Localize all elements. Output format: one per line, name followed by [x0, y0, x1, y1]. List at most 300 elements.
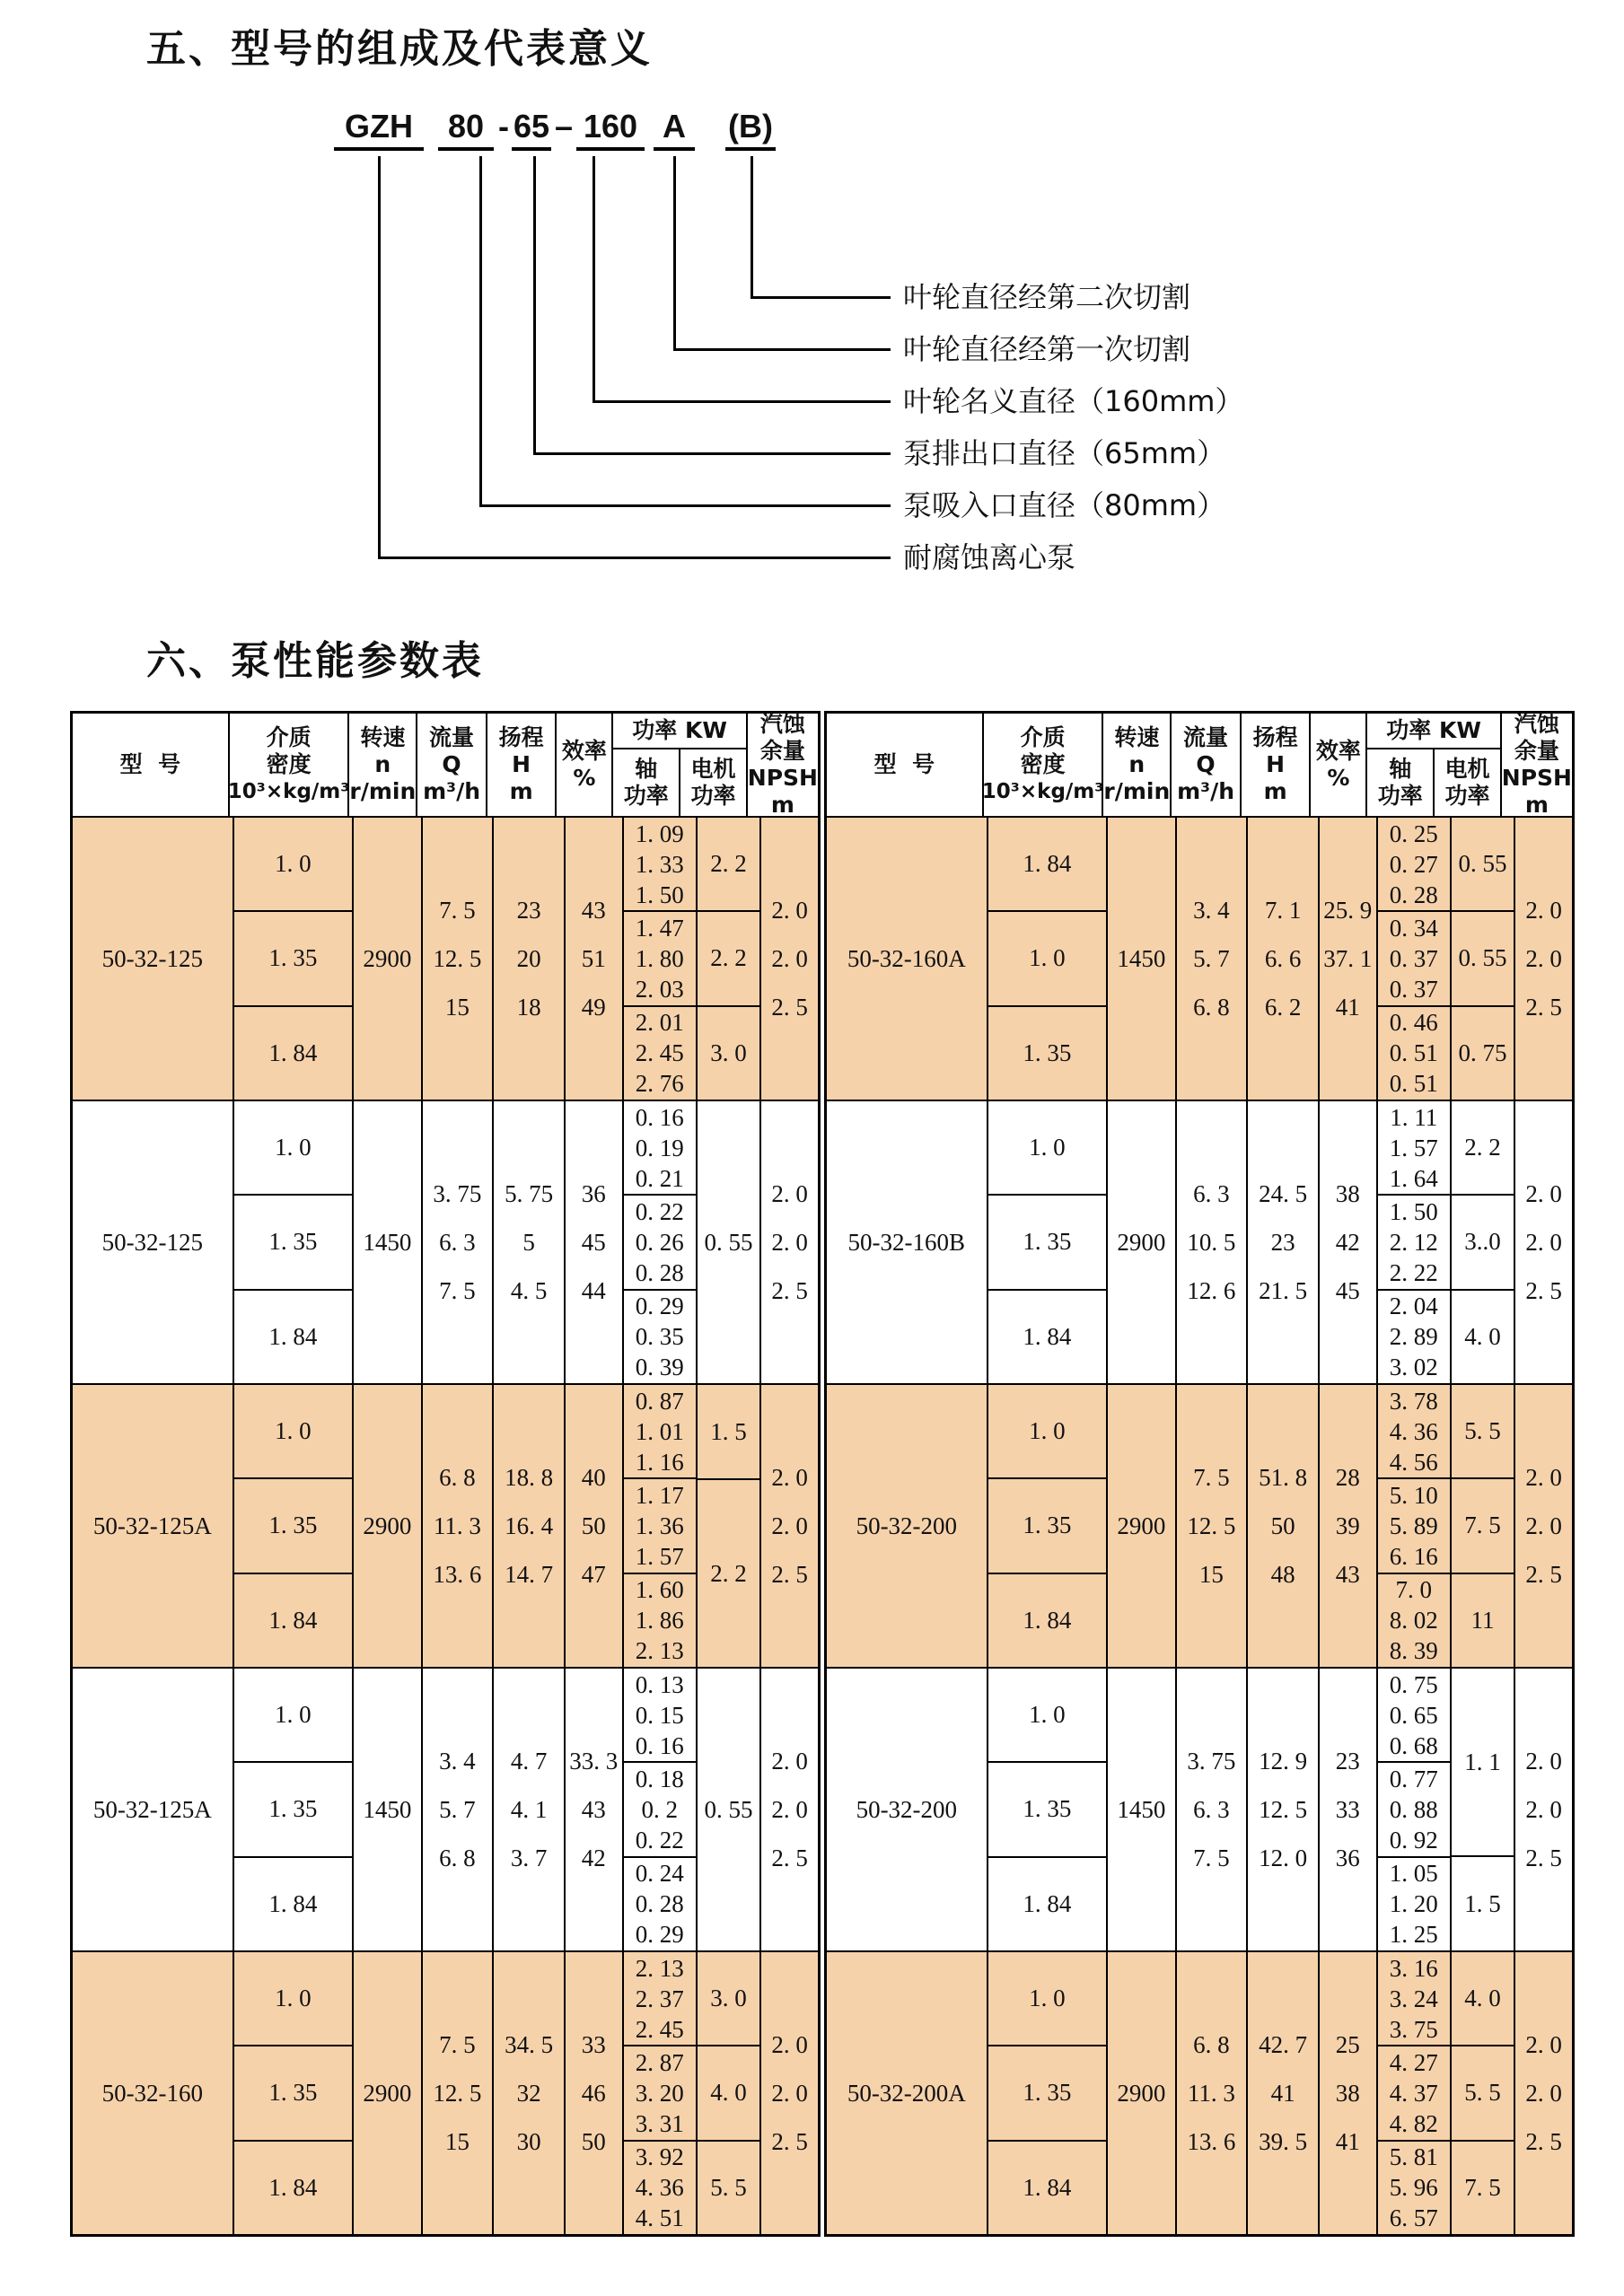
npsh-cell — [759, 1385, 818, 1667]
shaft-power-cell — [1376, 1101, 1450, 1383]
shaft-power-value: 3. 78 — [1389, 1387, 1438, 1415]
speed-cell — [1106, 1669, 1174, 1950]
col-header-shaft-power — [1367, 749, 1433, 816]
shaft-power-group — [1378, 1761, 1450, 1855]
npsh-value: 2. 0 — [1525, 2080, 1562, 2107]
col-header-density — [982, 714, 1102, 816]
motor-power-value: 11 — [1452, 1573, 1514, 1667]
shaft-power-value: 0. 25 — [1389, 819, 1438, 847]
npsh-value: 2. 0 — [1525, 2031, 1562, 2058]
col-header-npsh — [1500, 711, 1572, 818]
flow-value: 15 — [444, 2128, 470, 2155]
npsh-cell — [759, 1952, 818, 2234]
header-text: H — [512, 751, 531, 777]
motor-power-value: 5. 5 — [1452, 2045, 1514, 2139]
shaft-power-value: 0. 28 — [635, 1258, 684, 1286]
motor-power-cell — [1450, 1101, 1514, 1383]
shaft-power-value: 2. 45 — [635, 1039, 684, 1067]
shaft-power-value: 4. 82 — [1389, 2109, 1438, 2137]
density-value: 1. 84 — [234, 1005, 353, 1100]
density-cell — [987, 818, 1107, 1100]
shaft-power-value: 2. 37 — [635, 1985, 684, 2012]
efficiency-cell — [564, 1952, 622, 2234]
model-value: 50-32-125A — [92, 1512, 212, 1539]
motor-power-value: 7. 5 — [1452, 2140, 1514, 2234]
shaft-power-value: 0. 18 — [635, 1765, 684, 1792]
shaft-power-cell — [1376, 1385, 1450, 1667]
shaft-power-value: 3. 75 — [1389, 2015, 1438, 2043]
model-cell — [73, 1101, 233, 1383]
shaft-power-group — [624, 2140, 696, 2234]
model-value: 50-32-200 — [856, 1512, 958, 1539]
header-text: 功率 — [623, 783, 669, 809]
motor-power-value: 0. 75 — [1452, 1005, 1514, 1100]
efficiency-cell — [564, 818, 622, 1100]
speed-value: 2900 — [1117, 1512, 1166, 1539]
efficiency-value: 42 — [581, 1845, 606, 1871]
head-value: 32 — [516, 2080, 541, 2107]
callout-connector-line — [533, 156, 536, 455]
efficiency-cell — [1318, 818, 1376, 1100]
header-text: 余量 — [1514, 738, 1559, 764]
npsh-value: 2. 5 — [1525, 994, 1562, 1021]
col-header-speed — [347, 714, 416, 816]
speed-cell — [1106, 818, 1174, 1100]
model-code-part: 65 — [512, 106, 551, 151]
shaft-power-value: 1. 25 — [1389, 1921, 1438, 1949]
flow-value: 13. 6 — [433, 1561, 482, 1588]
density-value: 1. 35 — [234, 2045, 353, 2139]
shaft-power-group — [1378, 1669, 1450, 1761]
header-text: % — [1327, 765, 1350, 791]
flow-value: 3. 75 — [433, 1180, 482, 1207]
callout-connector-line — [479, 156, 482, 507]
col-header-head — [486, 714, 556, 816]
head-cell — [1246, 1385, 1318, 1667]
shaft-power-value: 1. 01 — [635, 1417, 684, 1445]
shaft-power-value: 0. 51 — [1389, 1039, 1438, 1067]
shaft-power-value: 8. 02 — [1389, 1607, 1438, 1634]
motor-power-value: 3. 0 — [698, 1005, 759, 1100]
head-value: 5 — [522, 1229, 535, 1256]
shaft-power-cell — [1376, 818, 1450, 1100]
shaft-power-group — [624, 1194, 696, 1288]
header-text: 效率 — [1315, 738, 1361, 764]
header-text: 型 号 — [873, 751, 935, 777]
speed-value: 1450 — [1117, 944, 1166, 972]
header-text: m³/h — [423, 778, 481, 804]
speed-value: 2900 — [1117, 1228, 1166, 1256]
header-text: 扬程 — [1252, 724, 1298, 750]
density-value: 1. 84 — [988, 1289, 1107, 1383]
shaft-power-value: 0. 77 — [1389, 1765, 1438, 1792]
callout-connector-line — [378, 556, 891, 559]
efficiency-value: 49 — [581, 994, 606, 1021]
head-value: 6. 2 — [1264, 994, 1302, 1021]
model-cell — [827, 818, 987, 1100]
npsh-cell — [1514, 1385, 1572, 1667]
head-cell — [1246, 1952, 1318, 2234]
motor-power-value: 0. 55 — [1452, 910, 1514, 1004]
head-cell — [492, 818, 564, 1100]
flow-value: 6. 3 — [1193, 1796, 1230, 1823]
shaft-power-group — [624, 1761, 696, 1855]
table-left-half — [70, 711, 821, 2237]
density-value: 1. 35 — [988, 1761, 1107, 1855]
npsh-value: 2. 0 — [1525, 945, 1562, 972]
density-cell — [987, 1385, 1107, 1667]
npsh-cell — [1514, 1669, 1572, 1950]
npsh-value: 2. 0 — [1525, 1180, 1562, 1207]
callout-connector-line — [593, 156, 595, 403]
efficiency-value: 46 — [581, 2080, 606, 2107]
flow-cell — [421, 818, 493, 1100]
flow-value: 12. 6 — [1187, 1277, 1236, 1304]
header-text: r/min — [1103, 778, 1171, 804]
power-subheader-row — [613, 749, 745, 816]
shaft-power-value: 0. 28 — [635, 1890, 684, 1918]
efficiency-value: 28 — [1335, 1464, 1360, 1491]
head-value: 39. 5 — [1259, 2128, 1308, 2155]
shaft-power-value: 0. 37 — [1389, 975, 1438, 1003]
efficiency-value: 33. 3 — [569, 1748, 619, 1775]
density-value: 1. 0 — [988, 910, 1107, 1004]
density-value: 1. 35 — [988, 1477, 1107, 1572]
header-text: 介质 — [1020, 724, 1066, 750]
density-cell — [233, 1101, 353, 1383]
shaft-power-value: 0. 37 — [1389, 944, 1438, 972]
speed-value: 2900 — [363, 1512, 412, 1539]
flow-value: 6. 8 — [439, 1845, 476, 1871]
model-cell — [827, 1101, 987, 1383]
flow-value: 12. 5 — [433, 945, 482, 972]
efficiency-value: 25 — [1335, 2031, 1360, 2058]
callout-label: 泵吸入口直径（80mm） — [903, 488, 1226, 522]
npsh-value: 2. 0 — [771, 1748, 808, 1775]
density-value: 1. 35 — [988, 1194, 1107, 1288]
efficiency-value: 33 — [1335, 1796, 1360, 1823]
motor-power-value: 5. 5 — [1464, 1417, 1501, 1445]
shaft-power-group — [1378, 1952, 1450, 2045]
flow-value: 11. 3 — [433, 1512, 481, 1539]
motor-power-cell — [1450, 1385, 1514, 1667]
head-cell — [1246, 1101, 1318, 1383]
header-text: 效率 — [561, 738, 607, 764]
efficiency-value: 25. 9 — [1323, 897, 1373, 924]
npsh-cell — [1514, 1952, 1572, 2234]
head-value: 42. 7 — [1259, 2031, 1308, 2058]
flow-value: 7. 5 — [1193, 1464, 1230, 1491]
speed-cell — [352, 1101, 420, 1383]
shaft-power-value: 0. 19 — [635, 1134, 684, 1161]
npsh-value: 2. 0 — [771, 1180, 808, 1207]
header-text: NPSH — [1501, 765, 1572, 791]
motor-power-value: 2. 2 — [698, 1478, 759, 1667]
model-code-diagram — [0, 0, 1624, 619]
model-code-part: 80 — [438, 106, 494, 151]
density-value: 1. 0 — [275, 1701, 312, 1729]
header-text: 电机 — [1444, 756, 1490, 782]
shaft-power-group — [624, 1005, 696, 1100]
npsh-value: 2. 0 — [1525, 1748, 1562, 1775]
efficiency-cell — [1318, 1669, 1376, 1950]
motor-power-cell — [696, 1385, 759, 1667]
flow-cell — [421, 1385, 493, 1667]
efficiency-value: 43 — [1335, 1561, 1360, 1588]
flow-value: 3. 75 — [1187, 1748, 1236, 1775]
density-value: 1. 84 — [988, 1573, 1107, 1667]
callout-connector-line — [479, 504, 891, 507]
npsh-value: 2. 0 — [771, 897, 808, 924]
shaft-power-group — [624, 1101, 696, 1194]
callout-connector-line — [593, 400, 891, 403]
efficiency-value: 36 — [1335, 1845, 1360, 1871]
efficiency-value: 36 — [581, 1180, 606, 1207]
model-code-part: A — [654, 106, 695, 151]
header-text: 扬程 — [498, 724, 544, 750]
head-value: 18. 8 — [505, 1464, 554, 1491]
head-cell — [1246, 1669, 1318, 1950]
head-value: 23 — [1270, 1229, 1295, 1256]
shaft-power-value: 1. 16 — [635, 1448, 684, 1476]
shaft-power-value: 3. 31 — [635, 2109, 684, 2137]
shaft-power-cell — [622, 1952, 696, 2234]
section-five-title: 五、型号的组成及代表意义 — [146, 26, 653, 72]
shaft-power-value: 1. 36 — [635, 1512, 684, 1539]
header-text: n — [374, 751, 391, 777]
flow-value: 12. 5 — [433, 2080, 482, 2107]
model-value: 50-32-200A — [847, 2079, 966, 2107]
head-value: 51. 8 — [1259, 1464, 1308, 1491]
efficiency-value: 45 — [581, 1229, 606, 1256]
shaft-power-group — [624, 910, 696, 1004]
header-text: 10³×kg/m³ — [227, 780, 350, 803]
pump-data-block — [827, 1667, 1572, 1950]
header-text: 密度 — [1020, 751, 1066, 777]
npsh-value: 2. 0 — [771, 945, 808, 972]
model-value: 50-32-125 — [101, 1228, 204, 1256]
speed-cell — [352, 818, 420, 1100]
power-subheader-row — [1367, 749, 1499, 816]
efficiency-cell — [1318, 1952, 1376, 2234]
shaft-power-cell — [1376, 1952, 1450, 2234]
efficiency-cell — [1318, 1101, 1376, 1383]
flow-value: 5. 7 — [1193, 945, 1230, 972]
shaft-power-value: 1. 57 — [635, 1542, 684, 1570]
shaft-power-value: 1. 80 — [635, 944, 684, 972]
shaft-power-value: 0. 34 — [1389, 914, 1438, 942]
motor-power-value: 5. 5 — [698, 2140, 759, 2234]
density-value: 1. 84 — [234, 1573, 353, 1667]
shaft-power-group — [1378, 1477, 1450, 1572]
speed-value: 2900 — [1117, 2079, 1166, 2107]
header-text: 流量 — [1183, 724, 1229, 750]
density-value: 1. 35 — [234, 1194, 353, 1288]
motor-power-value: 2. 2 — [710, 850, 747, 878]
head-value: 20 — [516, 945, 541, 972]
pump-data-block — [827, 1950, 1572, 2234]
callout-connector-line — [751, 296, 891, 299]
motor-power-cell — [696, 1101, 759, 1383]
npsh-value: 2. 0 — [771, 1464, 808, 1491]
section-six-title: 六、泵性能参数表 — [146, 638, 484, 684]
shaft-power-value: 1. 17 — [635, 1481, 684, 1509]
shaft-power-value: 0. 29 — [635, 1921, 684, 1949]
head-value: 14. 7 — [505, 1561, 554, 1588]
callout-label: 叶轮名义直径（160mm） — [903, 384, 1244, 418]
shaft-power-value: 1. 50 — [1389, 1197, 1438, 1225]
flow-value: 11. 3 — [1187, 2080, 1235, 2107]
model-value: 50-32-160A — [847, 944, 966, 972]
motor-power-cell — [696, 818, 759, 1100]
efficiency-cell — [564, 1385, 622, 1667]
head-value: 48 — [1270, 1561, 1295, 1588]
shaft-power-value: 6. 16 — [1389, 1542, 1438, 1570]
flow-cell — [1175, 1669, 1247, 1950]
shaft-power-value: 2. 03 — [635, 975, 684, 1003]
motor-power-value: 3. 0 — [710, 1985, 747, 2012]
shaft-power-value: 3. 02 — [1389, 1354, 1438, 1381]
flow-value: 3. 4 — [1193, 897, 1230, 924]
shaft-power-value: 0. 35 — [635, 1323, 684, 1351]
shaft-power-group — [1378, 2140, 1450, 2234]
npsh-value: 2. 5 — [1525, 1277, 1562, 1304]
shaft-power-value: 3. 16 — [1389, 1954, 1438, 1982]
pump-data-block — [73, 816, 818, 1100]
motor-power-value: 1. 5 — [1452, 1855, 1514, 1950]
density-value: 1. 35 — [988, 2045, 1107, 2139]
shaft-power-group — [624, 1385, 696, 1477]
head-value: 12. 9 — [1259, 1748, 1308, 1775]
npsh-value: 2. 5 — [1525, 2128, 1562, 2155]
head-value: 12. 5 — [1259, 1796, 1308, 1823]
motor-power-value: 4. 0 — [1452, 1289, 1514, 1383]
speed-cell — [352, 1669, 420, 1950]
shaft-power-value: 0. 65 — [1389, 1701, 1438, 1729]
flow-value: 6. 3 — [439, 1229, 476, 1256]
head-value: 18 — [516, 994, 541, 1021]
efficiency-value: 38 — [1335, 2080, 1360, 2107]
shaft-power-group — [624, 1477, 696, 1572]
motor-power-cell — [1450, 1669, 1514, 1950]
flow-value: 6. 8 — [1193, 2031, 1230, 2058]
shaft-power-value: 0. 51 — [1389, 1070, 1438, 1098]
shaft-power-value: 1. 50 — [635, 881, 684, 908]
density-value: 1. 0 — [1029, 1417, 1066, 1445]
shaft-power-value: 0. 21 — [635, 1164, 684, 1192]
flow-cell — [421, 1669, 493, 1950]
col-header-efficiency — [555, 714, 611, 816]
flow-cell — [421, 1101, 493, 1383]
head-cell — [492, 1669, 564, 1950]
npsh-cell — [1514, 818, 1572, 1100]
shaft-power-value: 4. 37 — [1389, 2079, 1438, 2107]
header-text: 10³×kg/m³ — [981, 780, 1104, 803]
efficiency-value: 44 — [581, 1277, 606, 1304]
density-cell — [987, 1669, 1107, 1950]
density-value: 1. 0 — [1029, 1134, 1066, 1161]
header-text: % — [573, 765, 596, 791]
col-header-flow — [416, 714, 486, 816]
header-text: NPSH — [747, 765, 818, 791]
efficiency-value: 41 — [1335, 2128, 1360, 2155]
motor-power-value: 2. 2 — [698, 910, 759, 1004]
header-text: 汽蚀 — [759, 711, 805, 737]
flow-cell — [1175, 818, 1247, 1100]
table-header-row — [73, 711, 818, 818]
head-value: 4. 1 — [510, 1796, 548, 1823]
shaft-power-value: 4. 36 — [1389, 1417, 1438, 1445]
col-header-speed — [1102, 714, 1170, 816]
shaft-power-value: 0. 15 — [635, 1701, 684, 1729]
header-text: 电机 — [690, 756, 736, 782]
header-text: 介质 — [266, 724, 312, 750]
efficiency-value: 50 — [581, 2128, 606, 2155]
shaft-power-value: 1. 86 — [635, 1607, 684, 1634]
motor-power-cell — [1450, 1952, 1514, 2234]
shaft-power-value: 2. 87 — [635, 2048, 684, 2076]
efficiency-value: 45 — [1335, 1277, 1360, 1304]
speed-value: 1450 — [363, 1228, 412, 1256]
shaft-power-group — [1378, 1289, 1450, 1383]
flow-value: 15 — [444, 994, 470, 1021]
density-value: 1. 84 — [234, 1856, 353, 1950]
head-value: 23 — [516, 897, 541, 924]
npsh-cell — [1514, 1101, 1572, 1383]
efficiency-value: 51 — [581, 945, 606, 972]
pump-performance-table — [70, 711, 1575, 2237]
motor-power-value: 1. 1 — [1464, 1748, 1501, 1775]
col-header-power-group — [1365, 714, 1499, 816]
motor-power-value: 0. 55 — [1458, 850, 1507, 878]
motor-power-value: 0. 55 — [704, 1228, 753, 1256]
shaft-power-group — [624, 1952, 696, 2045]
model-cell — [73, 1669, 233, 1950]
shaft-power-cell — [622, 1669, 696, 1950]
efficiency-value: 23 — [1335, 1748, 1360, 1775]
npsh-value: 2. 5 — [771, 994, 808, 1021]
motor-power-value: 4. 0 — [1464, 1985, 1501, 2012]
shaft-power-group — [624, 2045, 696, 2139]
density-value: 1. 84 — [988, 2140, 1107, 2234]
npsh-value: 2. 0 — [771, 1512, 808, 1539]
flow-value: 13. 6 — [1187, 2128, 1236, 2155]
shaft-power-value: 3. 24 — [1389, 1985, 1438, 2012]
shaft-power-value: 2. 12 — [1389, 1228, 1438, 1256]
head-value: 5. 75 — [505, 1180, 554, 1207]
speed-cell — [352, 1385, 420, 1667]
callout-connector-line — [533, 452, 891, 455]
shaft-power-value: 1. 60 — [635, 1576, 684, 1604]
density-value: 1. 35 — [234, 1477, 353, 1572]
npsh-value: 2. 0 — [1525, 1464, 1562, 1491]
speed-value: 1450 — [363, 1795, 412, 1823]
pump-data-block — [827, 816, 1572, 1100]
shaft-power-cell — [622, 1101, 696, 1383]
flow-value: 3. 4 — [439, 1748, 476, 1775]
pump-data-block — [73, 1383, 818, 1667]
model-code-part: – — [554, 108, 574, 145]
density-value: 1. 0 — [1029, 1985, 1066, 2012]
model-value: 50-32-160 — [101, 2079, 204, 2107]
pump-data-block — [73, 1667, 818, 1950]
head-value: 30 — [516, 2128, 541, 2155]
npsh-value: 2. 0 — [1525, 1229, 1562, 1256]
shaft-power-value: 4. 51 — [635, 2204, 684, 2232]
model-cell — [827, 1385, 987, 1667]
shaft-power-value: 0. 2 — [641, 1795, 678, 1823]
density-value: 1. 0 — [275, 1417, 312, 1445]
